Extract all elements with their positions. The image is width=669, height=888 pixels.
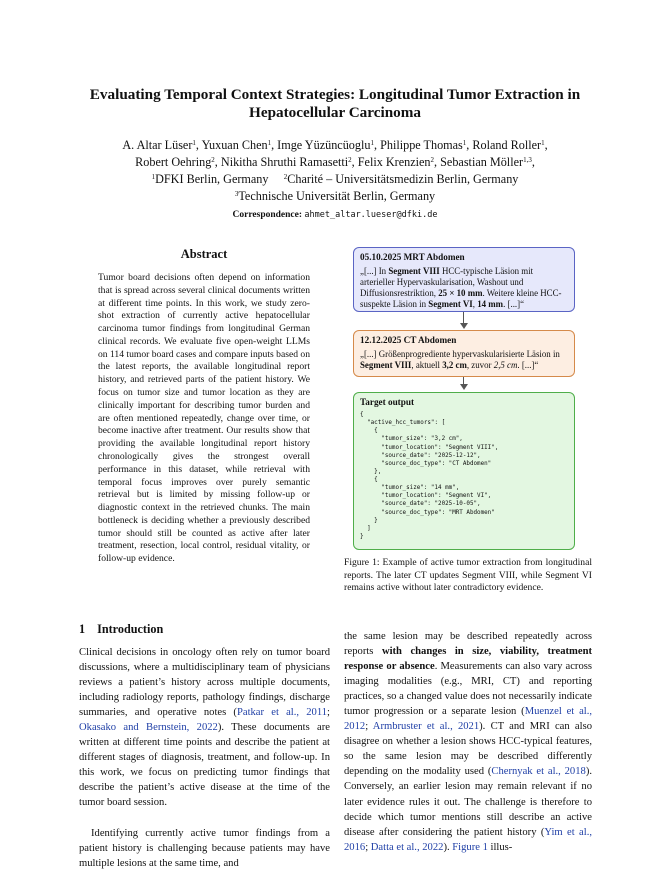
report-italic: 2,5 cm (493, 360, 518, 371)
correspondence (60, 210, 610, 220)
author-name: Roland Roller (472, 138, 542, 152)
author-separator: , (531, 155, 535, 169)
body-text: ). (443, 841, 453, 853)
author-separator: , (214, 155, 221, 169)
author-affiliation-mark: 1,3 (523, 156, 532, 164)
report-box-header: 12.12.2025 CT Abdomen (360, 335, 457, 345)
report-text: , aktuell (411, 360, 443, 371)
report-box-text (360, 349, 568, 371)
report-box-header: 05.10.2025 MRT Abdomen (360, 252, 465, 262)
body-text: the same lesion may be described repeatedly across reports (344, 631, 592, 658)
report-text: HCC-typische Läsion mit arterieller Hypervaskularisation, Washout und Diffusionsrestriktion, (360, 266, 534, 299)
body-text: ). Conversely, an earlier lesion may remain relevant if no later evidence rules it out. The challenge is therefore to decide which tumor mentions still describe an active disease after considering the patient history ( (344, 766, 593, 838)
target-output-header: Target output (360, 397, 415, 407)
citation-link[interactable]: Chernyak et al., 2018 (491, 766, 586, 778)
author-name: Nikitha Shruthi Ramasetti (220, 155, 349, 169)
author-separator: , (351, 155, 358, 169)
author-line-1 (60, 137, 610, 154)
author-affiliation-mark: 1 (267, 139, 272, 147)
body-emphasis: with changes in size, viability, treatment response or absence (344, 646, 592, 673)
report-emphasis: Segment VIII (360, 360, 412, 371)
section-heading (79, 622, 163, 637)
citation-link[interactable]: Armbruster et al., 2021 (372, 721, 480, 733)
figure-reference-link[interactable]: Figure 1 (452, 841, 488, 853)
author-affiliation-mark: 1 (192, 139, 196, 147)
section-number: 1 (79, 622, 86, 636)
report-emphasis: Segment VI (428, 299, 473, 310)
author-name: Yuxuan Chen (201, 138, 268, 152)
report-box-ct (353, 330, 575, 377)
author-separator: , (195, 138, 202, 152)
flow-arrow-head (460, 323, 468, 329)
target-output-box (353, 392, 575, 550)
author-affiliation-mark: 1 (370, 139, 374, 147)
flow-arrow-head (460, 384, 468, 390)
affiliation-mark: 3 (234, 190, 239, 198)
report-text: , (472, 299, 478, 310)
author-separator: , (544, 138, 548, 152)
citation-link[interactable]: Patkar et al., 2011 (236, 707, 328, 719)
author-name: Robert Oehring (135, 155, 212, 169)
report-text: . [...]“ (503, 299, 525, 310)
affiliation-charite: Charité – Universitätsmedizin Berlin, Germany (287, 172, 519, 186)
author-separator: , (271, 138, 278, 152)
author-affiliation-mark: 2 (211, 156, 215, 164)
intro-paragraph-2-continued (344, 629, 592, 855)
body-text: ; (327, 707, 330, 719)
body-text: ; (365, 841, 371, 853)
report-emphasis: 3,2 cm (442, 360, 467, 371)
author-affiliation-mark: 1 (541, 139, 545, 147)
correspondence-label: Correspondence: (232, 210, 303, 220)
report-emphasis: 25 × 10 mm (438, 288, 483, 299)
report-text: „[...] Größenprogrediente hypervaskularisierte Läsion in (360, 349, 560, 360)
affiliation-mark: 1 (151, 173, 156, 181)
paper-title: Evaluating Temporal Context Strategies: Longitudinal Tumor Extraction in Hepatocellular Carcinoma (89, 86, 581, 121)
author-affiliation-mark: 1 (462, 139, 467, 147)
author-name: Sebastian Möller (440, 155, 524, 169)
section-title: Introduction (97, 622, 164, 636)
target-output-json: { "active_hcc_tumors": [ { "tumor_size": "3,2 cm", "tumor_location": "Segment VIII", "source_date": "2025-12-12", "source_doc_type": "CT Abdomen" }, { "tumor_size": "14 mm", "tumor_location": "Segment VI", "source_date": "2025-10-05", "source_doc_type": "MRT Abdomen" } ] } (360, 412, 499, 540)
affiliation-dfki: DFKI Berlin, Germany (155, 172, 269, 186)
citation-link[interactable]: Datta et al., 2022 (370, 841, 444, 853)
affiliation-line-1 (60, 171, 610, 188)
report-box-text (360, 266, 568, 310)
author-affiliation-mark: 2 (348, 156, 352, 164)
affiliation-line-2 (60, 188, 610, 205)
intro-paragraph-1 (79, 645, 330, 811)
correspondence-email[interactable]: ahmet_altar.lueser@dfki.de (304, 210, 438, 220)
author-separator: , (466, 138, 473, 152)
body-text: ). CT and MRI can also disagree on whether a lesion shows HCC-typical features, so the same lesion may be described differently depending on the modality used ( (344, 721, 592, 778)
author-list (60, 137, 610, 205)
citation-link[interactable]: Yim et al., 2016 (344, 826, 592, 853)
affiliation-tu-berlin: Technische Universität Berlin, Germany (238, 189, 436, 203)
report-text: „[...] In (360, 266, 389, 277)
intro-paragraph-2: Identifying currently active tumor findings from a patient history is challenging because patients may have multiple lesions at the same time, and (79, 828, 330, 870)
citation-link[interactable]: Muenzel et al., 2012 (344, 706, 593, 733)
report-text: . Weitere kleine HCC-suspekte Läsion in (360, 288, 562, 310)
author-affiliation-mark: 2 (430, 156, 435, 164)
report-emphasis: 14 mm (477, 299, 504, 310)
author-separator: , (373, 138, 381, 152)
body-text: . Measurements can also vary across imaging modalities (e.g., MRI, CT) and reporting practices, so a changed value does not necessarily indicate tumor progression or a separate lesion ( (344, 661, 592, 718)
report-text: , zuvor (466, 360, 494, 371)
body-text: ; (365, 721, 373, 733)
author-line-2 (60, 154, 610, 171)
author-name: Felix Krenzien (357, 155, 431, 169)
citation-link[interactable]: Okasako and Bernstein, 2022 (79, 722, 218, 734)
affiliation-mark: 2 (283, 173, 288, 181)
author-name: Imge Yüzüncüoglu (277, 138, 371, 152)
report-text: . [...]“ (517, 360, 539, 371)
figure-caption: Figure 1: Example of active tumor extraction from longitudinal reports. The later CT updates Segment VIII, while Segment VI remains active without later contradictory evidence. (344, 557, 592, 593)
body-text: illus- (487, 841, 513, 853)
abstract-heading: Abstract (180, 247, 228, 261)
author-separator: , (434, 155, 441, 169)
body-text: Clinical decisions in oncology often rely on tumor board discussions, where a multidisciplinary team of physicians reviews a patient’s history across multiple documents, including radiology reports, pathology findings, discharge summaries, and operative notes ( (79, 647, 330, 719)
body-text: ). These documents are written at different time points and describe the patient at different stages of diagnosis, treatment, and follow-up. In this work, we focus on predicting tumor findings that describe the patient’s active disease at the time of the tumor board session. (79, 722, 330, 809)
author-name: Philippe Thomas (380, 138, 463, 152)
report-box-mrt (353, 247, 575, 312)
abstract-text: Tumor board decisions often depend on information that is spread across several clinical documents written at different time points. In this work, we study zero-shot extraction of currently active hepatocellular carcinoma tumor findings from longitudinal German clinical records. We evaluate five open-weight LLMs on 114 tumor board cases and compare inputs based on the latest reports, the available longitudinal report history, and retrieved parts of the patient history. We focus on tumor size and tumor location as they are clinically important for describing tumor burden and are often mentioned repeatedly, change over time, or become inactive after treatment. Our results show that providing the available longitudinal report history chronologically gives the strongest overall performance in this dataset, while retrieval with temporal focus improves over purely semantic retrieval but is limited by missing follow-up or diagnostic context in the retrieved chunks. The main bottleneck is deciding whether a previously described tumor should still be counted as active after later treatment, resection, local control, residual vitality, or follow-up evidence. (98, 272, 310, 565)
author-name: A. Altar Lüser (122, 138, 193, 152)
report-emphasis: Segment VIII (388, 266, 440, 277)
